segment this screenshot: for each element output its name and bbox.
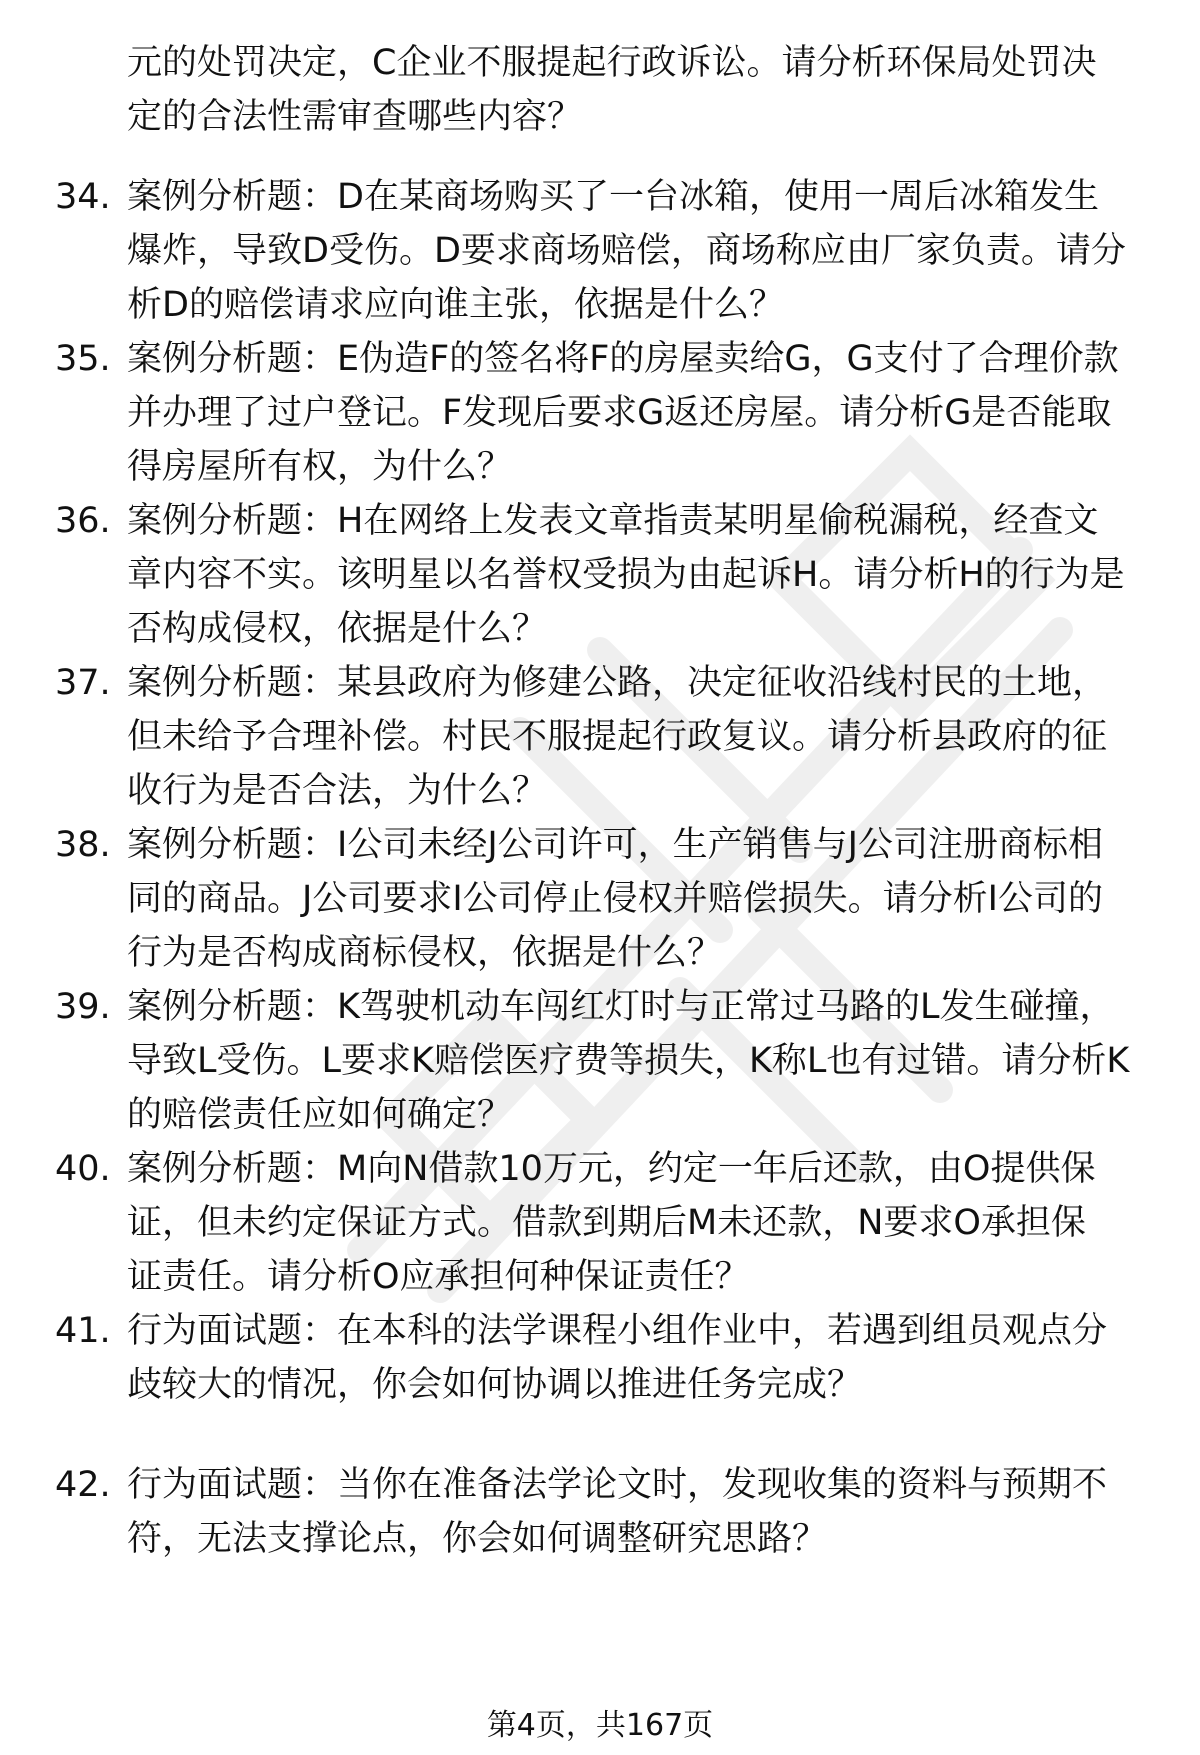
page-number: 第4页，共167页 bbox=[486, 1708, 714, 1743]
text-line: 同的商品。J公司要求I公司停止侵权并赔偿损失。请分析I公司的 bbox=[127, 879, 1103, 919]
text-line: 并办理了过户登记。F发现后要求G返还房屋。请分析G是否能取 bbox=[127, 393, 1112, 433]
continued-question-text bbox=[127, 36, 1167, 144]
text-line: 定的合法性需审查哪些内容？ bbox=[127, 97, 583, 137]
text-line: 收行为是否合法，为什么？ bbox=[127, 771, 548, 811]
question-number: 35. bbox=[55, 339, 111, 379]
text-line: 案例分析题：D在某商场购买了一台冰箱，使用一周后冰箱发生 bbox=[127, 177, 1099, 217]
text-line: 行为面试题：在本科的法学课程小组作业中，若遇到组员观点分 bbox=[127, 1311, 1108, 1351]
question-number: 37. bbox=[55, 663, 111, 703]
text-line: 证责任。请分析O应承担何种保证责任？ bbox=[127, 1257, 750, 1297]
text-line: 行为是否构成商标侵权，依据是什么？ bbox=[127, 933, 723, 973]
question-number: 34. bbox=[55, 177, 111, 217]
text-line: 但未给予合理补偿。村民不服提起行政复议。请分析县政府的征 bbox=[127, 717, 1108, 757]
question-number: 36. bbox=[55, 501, 111, 541]
text-line: 导致L受伤。L要求K赔偿医疗费等损失，K称L也有过错。请分析K bbox=[127, 1041, 1130, 1081]
question-number: 38. bbox=[55, 825, 111, 865]
question-text bbox=[127, 1458, 1167, 1566]
question-text bbox=[127, 1304, 1167, 1412]
text-line: 行为面试题：当你在准备法学论文时，发现收集的资料与预期不 bbox=[127, 1465, 1108, 1505]
question-number: 39. bbox=[55, 987, 111, 1027]
text-line: 案例分析题：K驾驶机动车闯红灯时与正常过马路的L发生碰撞， bbox=[127, 987, 1115, 1027]
text-line: 证，但未约定保证方式。借款到期后M未还款，N要求O承担保 bbox=[127, 1203, 1086, 1243]
question-text bbox=[127, 980, 1167, 1142]
question-number: 41. bbox=[55, 1311, 111, 1351]
text-line: 析D的赔偿请求应向谁主张，依据是什么？ bbox=[127, 285, 784, 325]
question-text bbox=[127, 818, 1167, 980]
text-line: 案例分析题：H在网络上发表文章指责某明星偷税漏税，经查文 bbox=[127, 501, 1099, 541]
question-text bbox=[127, 332, 1167, 494]
text-line: 元的处罚决定，C企业不服提起行政诉讼。请分析环保局处罚决 bbox=[127, 43, 1097, 83]
text-line: 案例分析题：M向N借款10万元，约定一年后还款，由O提供保 bbox=[127, 1149, 1096, 1189]
text-line: 符，无法支撑论点，你会如何调整研究思路？ bbox=[127, 1519, 828, 1559]
question-number: 40. bbox=[55, 1149, 111, 1189]
text-line: 案例分析题：某县政府为修建公路，决定征收沿线村民的土地， bbox=[127, 663, 1108, 703]
text-line: 章内容不实。该明星以名誉权受损为由起诉H。请分析H的行为是 bbox=[127, 555, 1125, 595]
text-line: 歧较大的情况，你会如何协调以推进任务完成？ bbox=[127, 1365, 863, 1405]
text-line: 爆炸，导致D受伤。D要求商场赔偿，商场称应由厂家负责。请分 bbox=[127, 231, 1126, 271]
text-line: 案例分析题：E伪造F的签名将F的房屋卖给G，G支付了合理价款 bbox=[127, 339, 1119, 379]
text-line: 得房屋所有权，为什么？ bbox=[127, 447, 513, 487]
question-text bbox=[127, 656, 1167, 818]
question-text bbox=[127, 170, 1167, 332]
question-number: 42. bbox=[55, 1465, 111, 1505]
text-line: 案例分析题：I公司未经J公司许可，生产销售与J公司注册商标相 bbox=[127, 825, 1103, 865]
text-line: 的赔偿责任应如何确定？ bbox=[127, 1095, 513, 1135]
question-text bbox=[127, 1142, 1167, 1304]
text-line: 否构成侵权，依据是什么？ bbox=[127, 609, 548, 649]
question-text bbox=[127, 494, 1167, 656]
